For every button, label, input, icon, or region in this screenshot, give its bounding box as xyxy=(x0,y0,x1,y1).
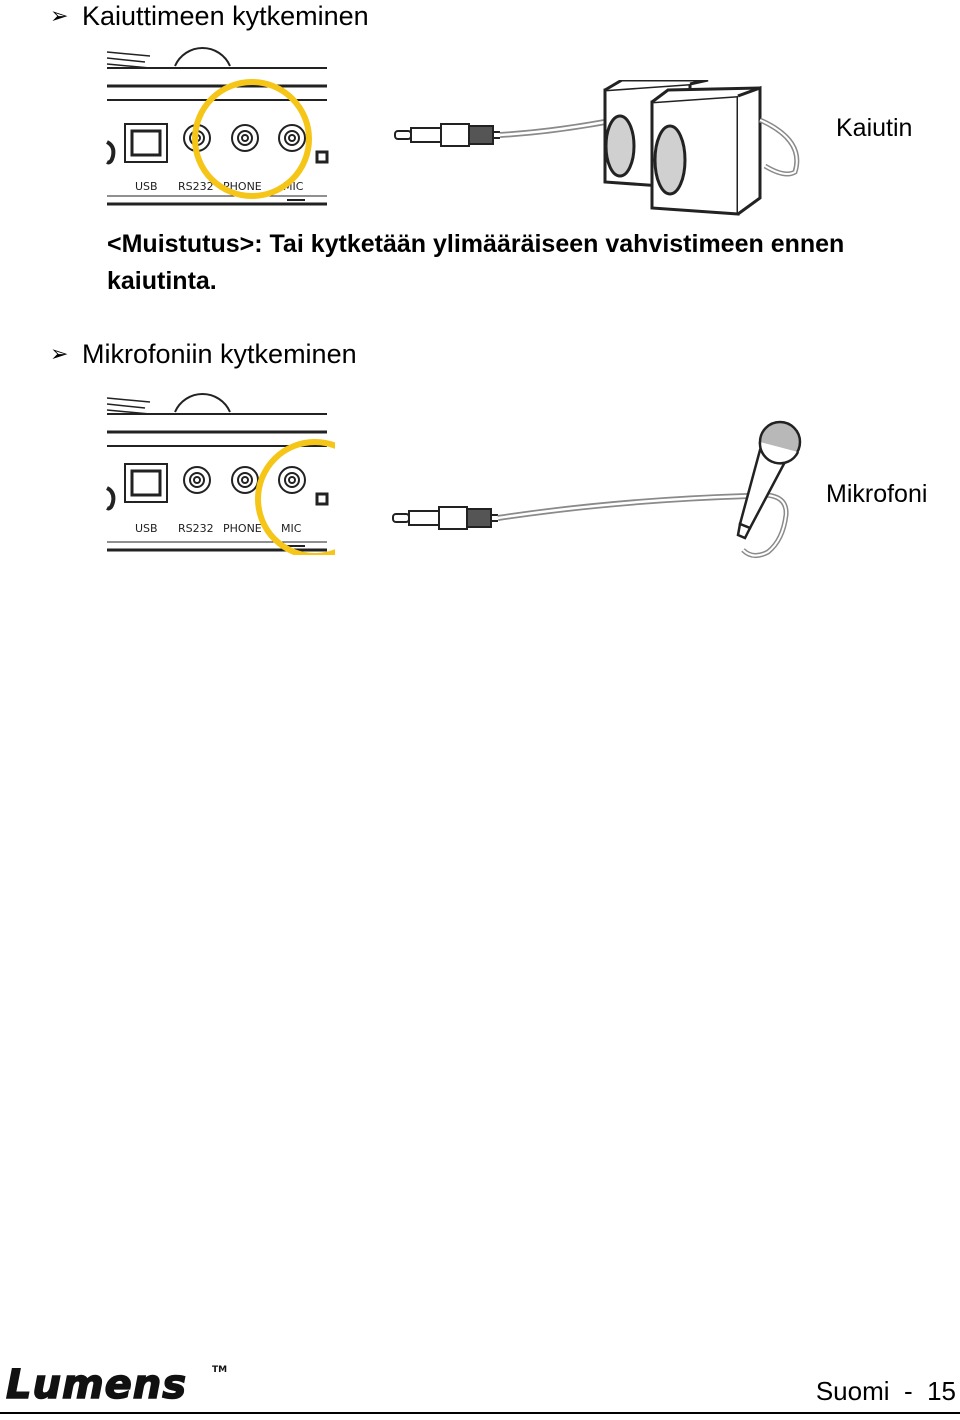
speaker-pair-icon xyxy=(605,80,760,214)
page-footer-number xyxy=(816,1376,956,1407)
rear-panel-illustration-phone xyxy=(105,34,335,209)
port-label-rs232: RS232 xyxy=(178,522,214,535)
speaker-label: Kaiutin xyxy=(836,114,913,142)
audio-jack-plug-icon xyxy=(395,124,500,146)
handheld-microphone-icon xyxy=(738,422,800,538)
speaker-illustration xyxy=(390,80,810,220)
audio-jack-plug-icon xyxy=(393,507,498,529)
lumens-logo xyxy=(6,1360,236,1406)
port-label-rs232: RS232 xyxy=(178,180,214,193)
microphone-illustration xyxy=(388,420,818,570)
highlight-circle xyxy=(258,442,335,555)
port-label-phone: PHONE xyxy=(223,180,262,193)
port-label-usb: USB xyxy=(135,522,158,535)
port-label-mic: MIC xyxy=(281,522,302,535)
logo-wordmark: Lumens xyxy=(6,1362,188,1406)
page-number-text: Suomi - 15 xyxy=(815,1376,956,1406)
section-title-microphone: Mikrofoniin kytkeminen xyxy=(82,339,357,369)
section-title-speaker: Kaiuttimeen kytkeminen xyxy=(82,1,369,31)
arrowhead-bullet-icon: ➢ xyxy=(50,341,69,366)
section-heading-speaker xyxy=(50,0,369,32)
logo-trademark: TM xyxy=(212,1365,228,1375)
footer-divider xyxy=(0,1412,960,1414)
reminder-note: <Muistutus>: Tai kytketään ylimääräiseen vahvistimeen ennen kaiutinta. xyxy=(107,230,845,295)
microphone-label: Mikrofoni xyxy=(826,480,928,508)
section-heading-microphone xyxy=(50,338,357,370)
rear-panel-illustration-mic xyxy=(105,380,335,555)
port-label-mic: MIC xyxy=(283,180,304,193)
port-label-usb: USB xyxy=(135,180,158,193)
port-label-phone: PHONE xyxy=(223,522,262,535)
arrowhead-bullet-icon: ➢ xyxy=(50,3,69,28)
